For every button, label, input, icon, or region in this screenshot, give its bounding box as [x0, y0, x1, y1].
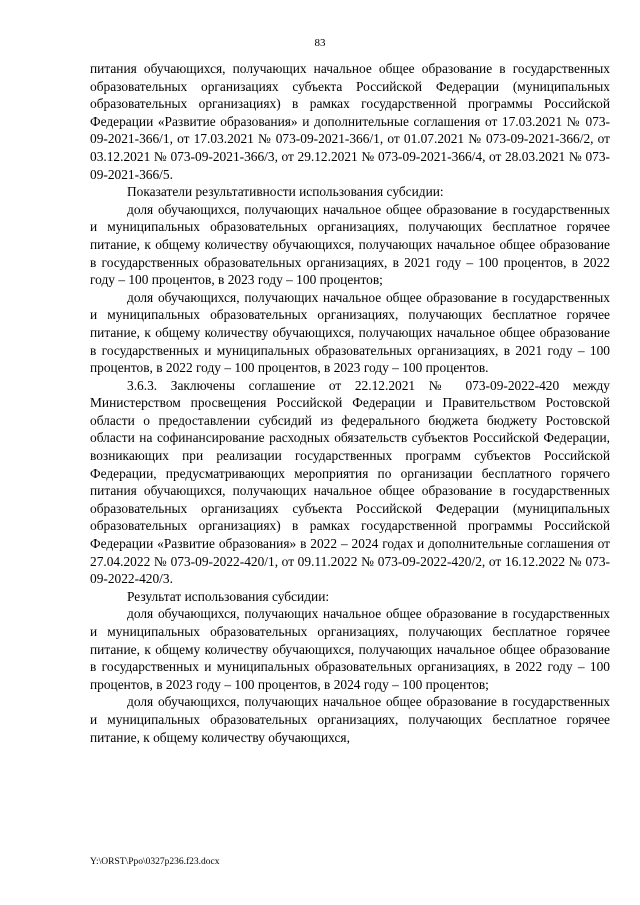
document-body	[90, 60, 610, 746]
paragraph: питания обучающихся, получающих начальное общее образование в государственных образовательных организациях субъекта Российской Федерации (муниципальных образовательных организациях) в рамках государственной программы Российской Федерации «Развитие образования» и дополнительные соглашения от 17.03.2021 № 073-09-2021-366/1, от 17.03.2021 № 073-09-2021-366/1, от 01.07.2021 № 073-09-2021-366/2, от 03.12.2021 № 073-09-2021-366/3, от 29.12.2021 № 073-09-2021-366/4, от 28.03.2021 № 073-09-2021-366/5.	[90, 61, 610, 182]
page-number: 83	[314, 37, 326, 49]
paragraph: доля обучающихся, получающих начальное общее образование в государственных и муниципальных образовательных организациях, получающих бесплатное горячее питание, к общему количеству обучающихся, получающих начальное общее образование в государственных и муниципальных образовательных организациях, в 2022 году – 100 процентов, в 2023 году – 100 процентов, в 2024 году – 100 процентов;	[90, 606, 610, 692]
paragraph: доля обучающихся, получающих начальное общее образование в государственных и муниципальных образовательных организациях, получающих бесплатное горячее питание, к общему количеству обучающихся, получающих начальное общее образование в государственных образовательных организациях, в 2021 году – 100 процентов, в 2022 году – 100 процентов, в 2023 году – 100 процентов;	[90, 201, 610, 288]
paragraph: доля обучающихся, получающих начальное общее образование в государственных и муниципальных образовательных организациях, получающих бесплатное горячее питание, к общему количеству обучающихся, получающих начальное общее образование в государственных и муниципальных образовательных организациях, в 2021 году – 100 процентов, в 2022 году – 100 процентов, в 2023 году – 100 процентов.	[90, 289, 610, 376]
paragraph: 3.6.3. Заключены соглашение от 22.12.2021 № 073-09-2022-420 между Министерством просвещения Российской Федерации и Правительством Ростовской области о предоставлении субсидий из федерального бюджета бюджету Ростовской области на софинансирование расходных обязательств субъектов Российской Федерации, возникающих при реализации государственных программ субъектов Российской Федерации, предусматривающих мероприятия по организации бесплатного горячего питания обучающихся, получающих начальное общее образование в государственных образовательных организациях субъекта Российской Федерации (муниципальных образовательных организациях) в рамках государственной программы Российской Федерации «Развитие образования» в 2022 – 2024 годах и дополнительные соглашения от 27.04.2022 № 073-09-2022-420/1, от 09.11.2022 № 073-09-2022-420/2, от 16.12.2022 № 073-09-2022-420/3.	[90, 377, 610, 587]
paragraph: доля обучающихся, получающих начальное общее образование в государственных и муниципальных образовательных организациях, получающих бесплатное горячее питание, к общему количеству обучающихся,	[90, 694, 610, 745]
paragraph: Результат использования субсидии:	[127, 588, 330, 604]
paragraph: Показатели результативности использования субсидии:	[127, 184, 444, 200]
file-path-footer: Y:\ORST\Ppo\0327p236.f23.docx	[90, 857, 220, 867]
